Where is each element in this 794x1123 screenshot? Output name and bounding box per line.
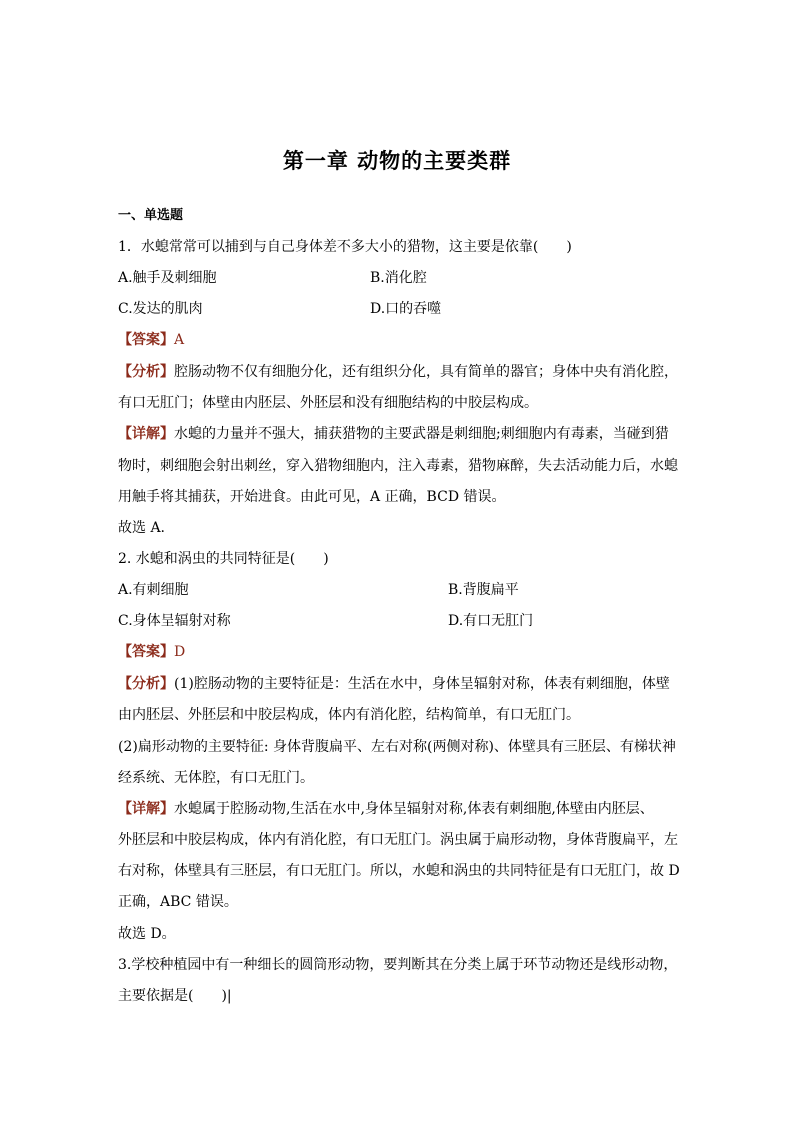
q1-option-a: A.触手及刺细胞 xyxy=(118,270,217,286)
q2-detail-line-1: 【详解】水螅属于腔肠动物,生活在水中,身体呈辐射对称,体表有刺细胞,体壁由内胚层、 xyxy=(118,801,654,817)
question-3-stem-line-2: 主要依据是( )| xyxy=(118,988,232,1004)
answer-value: D xyxy=(174,644,186,660)
q1-detail-line-3: 用触手将其捕获，开始进食。由此可见，A 正确，BCD 错误。 xyxy=(118,489,506,505)
q2-analysis-line-1: 【分析】(1)腔肠动物的主要特征是：生活在水中，身体呈辐射对称，体表有刺细胞，体壁 xyxy=(118,676,670,692)
q2-option-d: D.有口无肛门 xyxy=(448,613,534,629)
question-1-stem: 1．水螅常常可以捕到与自己身体差不多大小的猎物，这主要是依靠( ) xyxy=(118,239,572,255)
answer-tag: 【答案】 xyxy=(118,332,174,348)
q2-option-c: C.身体呈辐射对称 xyxy=(118,613,231,629)
q1-option-d: D.口的吞噬 xyxy=(370,301,442,317)
q2-analysis-line-2: 由内胚层、外胚层和中胶层构成，体内有消化腔，结构简单，有口无肛门。 xyxy=(118,707,580,723)
analysis-tag: 【分析】 xyxy=(118,364,174,380)
q2-detail-line-2: 外胚层和中胶层构成，体内有消化腔，有口无肛门。涡虫属于扁形动物，身体背腹扁平，左 xyxy=(118,832,678,848)
question-3-stem-line-1: 3.学校种植园中有一种细长的圆筒形动物，要判断其在分类上属于环节动物还是线形动物， xyxy=(118,957,678,973)
q1-detail-line-1: 【详解】水螅的力量并不强大，捕获猎物的主要武器是刺细胞;刺细胞内有毒素，当碰到猎 xyxy=(118,426,669,442)
question-2-stem: 2. 水螅和涡虫的共同特征是( ) xyxy=(118,551,329,567)
q1-answer xyxy=(118,330,184,350)
q2-option-b: B.背腹扁平 xyxy=(448,582,519,598)
q1-option-b: B.消化腔 xyxy=(370,270,427,286)
q2-detail-line-3: 右对称，体壁具有三胚层，有口无肛门。所以，水螅和涡虫的共同特征是有口无肛门，故 D xyxy=(118,863,680,879)
q1-detail-line-2: 物时，刺细胞会射出刺丝，穿入猎物细胞内，注入毒素，猎物麻醉，失去活动能力后，水螅 xyxy=(118,458,678,474)
q2-option-a: A.有刺细胞 xyxy=(118,582,189,598)
answer-value: A xyxy=(174,332,185,348)
q2-conclusion: 故选 D。 xyxy=(118,926,176,942)
q1-conclusion: 故选 A. xyxy=(118,520,166,536)
page-title: 第一章 动物的主要类群 xyxy=(282,148,512,173)
q1-analysis-line-1: 【分析】腔肠动物不仅有细胞分化，还有组织分化，具有简单的器官；身体中央有消化腔， xyxy=(118,364,678,380)
q1-analysis-line-2: 有口无肛门；体壁由内胚层、外胚层和没有细胞结构的中胶层构成。 xyxy=(118,395,538,411)
q2-analysis-line-3: (2)扁形动物的主要特征: 身体背腹扁平、左右对称(两侧对称)、体壁具有三胚层、有梯状神 xyxy=(118,739,676,755)
detail-tag: 【详解】 xyxy=(118,801,174,817)
detail-tag: 【详解】 xyxy=(118,426,174,442)
q2-analysis-line-4: 经系统、无体腔，有口无肛门。 xyxy=(118,770,314,786)
q2-answer xyxy=(118,642,185,662)
q2-detail-line-4: 正确，ABC 错误。 xyxy=(118,894,238,910)
analysis-tag: 【分析】 xyxy=(118,676,174,692)
answer-tag: 【答案】 xyxy=(118,644,174,660)
q1-option-c: C.发达的肌肉 xyxy=(118,301,203,317)
section-heading: 一、单选题 xyxy=(118,208,184,223)
